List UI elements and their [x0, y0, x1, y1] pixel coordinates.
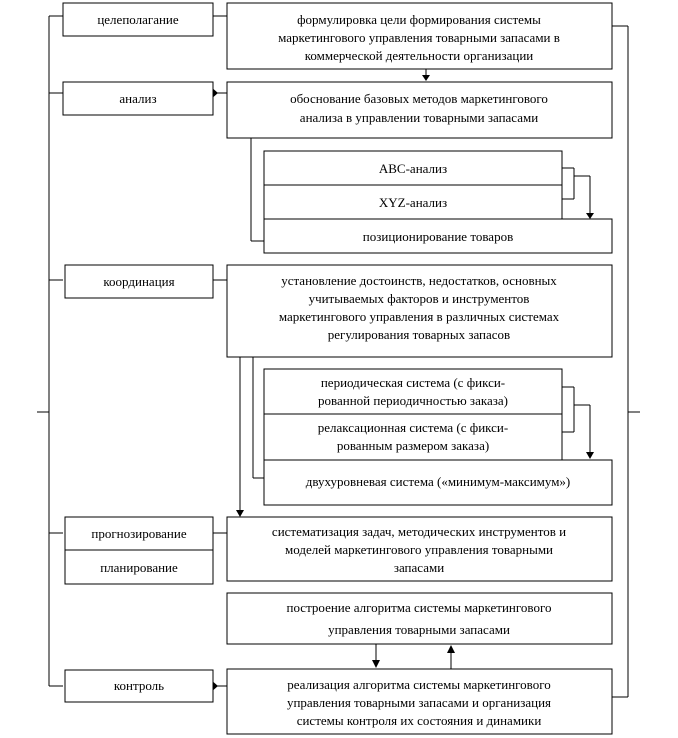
step-coordination-line: учитываемых факторов и инструментов [308, 291, 530, 306]
method-xyz [264, 185, 562, 219]
step-implementation-line: системы контроля их состояния и динамики [296, 713, 542, 728]
step-algorithm-line: построение алгоритма системы маркетингового [286, 600, 552, 615]
method-xyz-label: XYZ-анализ [378, 195, 448, 210]
system-two-level [264, 460, 612, 505]
method-abc-label: АВС-анализ [378, 161, 448, 176]
function-planning-label: планирование [100, 560, 178, 575]
function-analysis [63, 82, 213, 115]
system-relaxation [264, 414, 562, 460]
function-control [65, 670, 213, 702]
step-goal-line: коммерческой деятельности организации [304, 48, 534, 63]
step-analysis-line: обоснование базовых методов маркетингового [290, 91, 548, 106]
regulation-systems [264, 369, 612, 505]
analysis-methods [264, 151, 612, 253]
step-goal [227, 3, 612, 69]
arrowhead-down-goal [422, 75, 430, 81]
function-control-label: контроль [113, 678, 165, 693]
step-coordination-line: регулирования товарных запасов [327, 327, 511, 342]
step-implementation [227, 669, 612, 734]
step-column [227, 3, 612, 734]
arrowhead-up-implementation [447, 645, 455, 653]
arrowhead-down-algorithm [372, 660, 380, 668]
step-coordination-line: установление достоинств, недостатков, основных [281, 273, 557, 288]
arrowhead-down-systematization [236, 510, 244, 517]
function-planning [65, 550, 213, 584]
step-goal-line: формулировка цели формирования системы [297, 12, 541, 27]
function-coordination [65, 265, 213, 298]
method-abc [264, 151, 562, 185]
step-goal-line: маркетингового управления товарными запасами в [278, 30, 560, 45]
system-periodic [264, 369, 562, 414]
arrowhead-down-regulation [586, 452, 594, 459]
function-coordination-label: координация [103, 274, 175, 289]
step-systematization [227, 517, 612, 581]
step-coordination-line: маркетингового управления в различных системах [278, 309, 560, 324]
system-two-level-label: двухуровневая система («минимум-максимум») [305, 474, 571, 489]
step-systematization-line: моделей маркетингового управления товарными [285, 542, 553, 557]
step-systematization-line: запасами [393, 560, 445, 575]
function-forecasting [65, 517, 213, 550]
function-forecasting-label: прогнозирование [91, 526, 187, 541]
function-analysis-label: анализ [119, 91, 157, 106]
step-analysis [227, 82, 612, 138]
system-periodic-line: рованной периодичностью заказа) [318, 393, 508, 408]
step-algorithm-line: управления товарными запасами [328, 622, 510, 637]
arrowhead-down-abc [586, 213, 594, 219]
step-algorithm [227, 593, 612, 644]
step-implementation-line: реализация алгоритма системы маркетингового [287, 677, 551, 692]
method-positioning-label: позиционирование товаров [362, 229, 514, 244]
step-systematization-line: систематизация задач, методических инструментов и [271, 524, 567, 539]
step-implementation-line: управления товарными запасами и организация [286, 695, 552, 710]
step-coordination [227, 265, 612, 357]
system-periodic-line: периодическая система (с фикси- [320, 375, 506, 390]
system-relaxation-line: рованным размером заказа) [336, 438, 490, 453]
function-goal-setting [63, 3, 213, 36]
function-goal-setting-label: целеполагание [97, 12, 179, 27]
system-relaxation-line: релаксационная система (с фикси- [317, 420, 509, 435]
method-positioning [264, 219, 612, 253]
step-analysis-line: анализа в управлении товарными запасами [299, 110, 539, 125]
function-column [63, 3, 213, 702]
